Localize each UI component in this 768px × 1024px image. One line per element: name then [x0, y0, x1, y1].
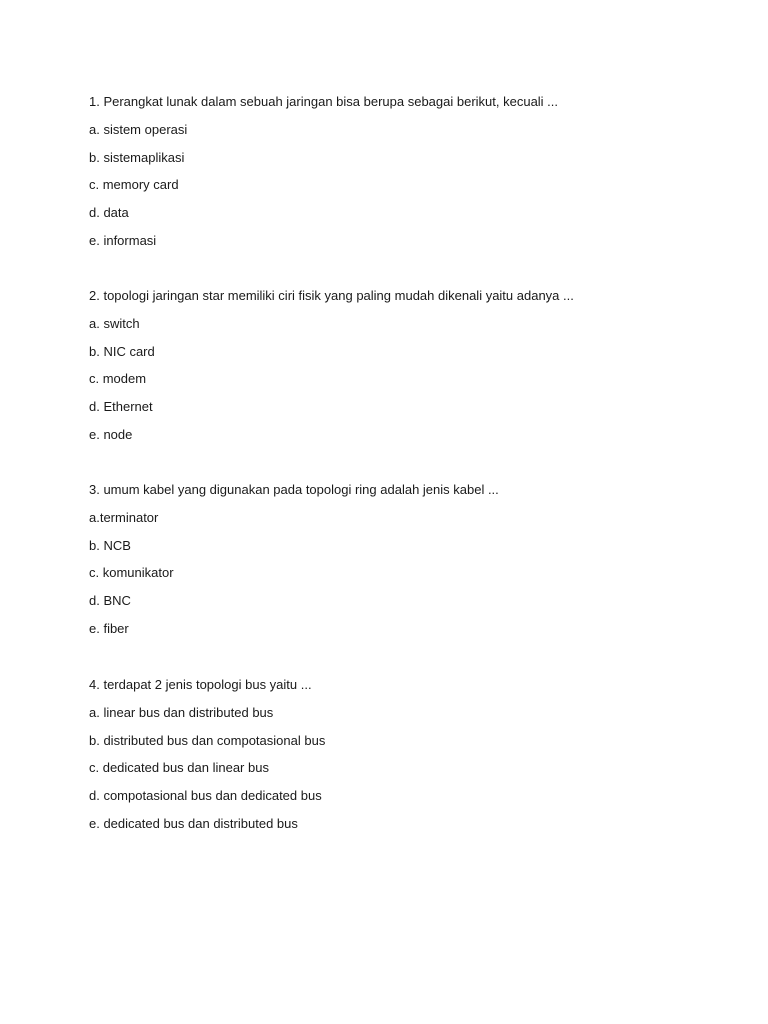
- answer-option: b. NIC card: [89, 343, 155, 359]
- question-prompt: 1. Perangkat lunak dalam sebuah jaringan bisa berupa sebagai berikut, kecuali ...: [89, 94, 559, 109]
- answer-option: b. distributed bus dan compotasional bus: [89, 732, 326, 748]
- answer-option: e. informasi: [89, 232, 157, 248]
- question-2: [89, 286, 689, 453]
- answer-option: d. compotasional bus dan dedicated bus: [89, 788, 322, 804]
- answer-option: e. node: [89, 426, 133, 442]
- answer-option: a. linear bus dan distributed bus: [89, 704, 274, 720]
- answer-option: b. sistemaplikasi: [89, 149, 185, 165]
- answer-option: d. data: [89, 205, 129, 221]
- answer-option: a. sistem operasi: [89, 121, 188, 137]
- answer-option: a.terminator: [89, 509, 159, 525]
- question-1: [89, 92, 689, 259]
- question-prompt: 2. topologi jaringan star memiliki ciri fisik yang paling mudah dikenali yaitu adanya ...: [89, 288, 574, 303]
- answer-option: c. dedicated bus dan linear bus: [89, 760, 269, 776]
- answer-option: c. memory card: [89, 177, 179, 193]
- question-3: [89, 480, 689, 647]
- answer-option: d. Ethernet: [89, 399, 153, 415]
- question-4: [89, 675, 689, 842]
- answer-option: d. BNC: [89, 593, 131, 609]
- answer-option: e. fiber: [89, 620, 129, 636]
- answer-option: b. NCB: [89, 537, 131, 553]
- answer-option: c. modem: [89, 371, 147, 387]
- question-prompt: 3. umum kabel yang digunakan pada topologi ring adalah jenis kabel ...: [89, 482, 499, 497]
- answer-option: c. komunikator: [89, 565, 174, 581]
- answer-option: e. dedicated bus dan distributed bus: [89, 815, 298, 831]
- answer-option: a. switch: [89, 315, 140, 331]
- question-prompt: 4. terdapat 2 jenis topologi bus yaitu ...: [89, 677, 312, 692]
